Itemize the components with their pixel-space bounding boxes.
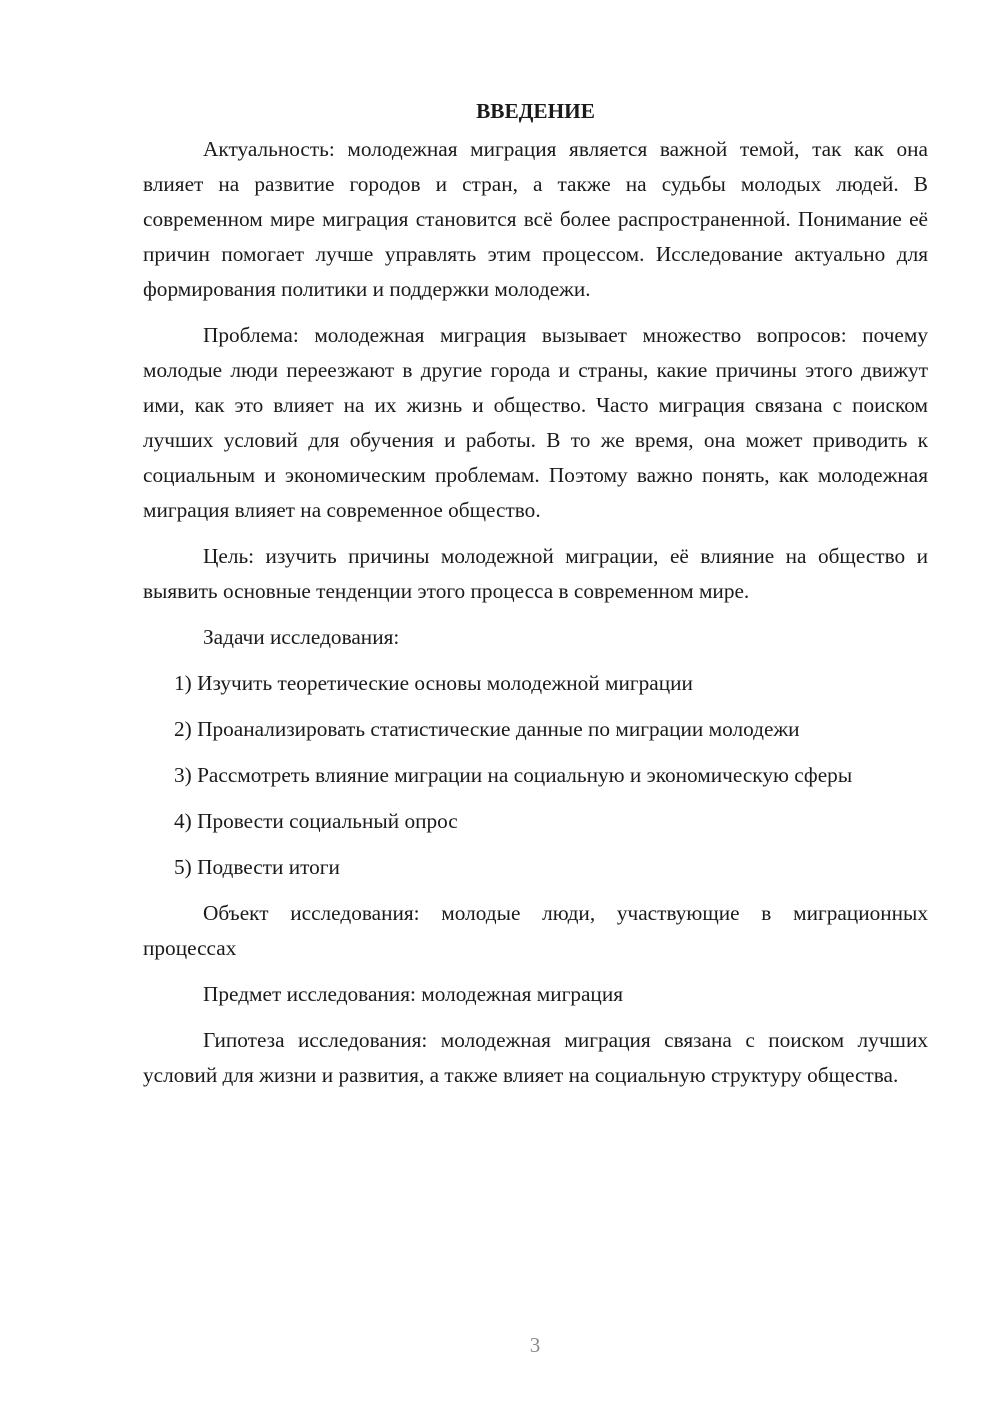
tasks-list bbox=[143, 666, 928, 885]
page-number: 3 bbox=[529, 1333, 541, 1357]
tasks-heading: Задачи исследования: bbox=[203, 625, 400, 649]
list-item: 2) Проанализировать статистические данные по миграции молодежи bbox=[174, 717, 800, 741]
paragraph-hypothesis: Гипотеза исследования: молодежная миграция связана с поиском лучших условий для жизни и развития, а также влияет на социальную структуру общества. bbox=[143, 1028, 928, 1087]
paragraph-object: Объект исследования: молодые люди, участвующие в миграционных процессах bbox=[143, 901, 928, 960]
list-item: 5) Подвести итоги bbox=[174, 855, 340, 879]
paragraph-subject: Предмет исследования: молодежная миграция bbox=[203, 982, 624, 1006]
list-item: 1) Изучить теоретические основы молодежной миграции bbox=[174, 671, 693, 695]
list-item: 4) Провести социальный опрос bbox=[174, 809, 458, 833]
list-item: 3) Рассмотреть влияние миграции на социальную и экономическую сферы bbox=[174, 763, 853, 787]
document-body bbox=[143, 96, 928, 1104]
page-title: ВВЕДЕНИЕ bbox=[476, 99, 595, 123]
paragraph-relevance: Актуальность: молодежная миграция является важной темой, так как она влияет на развитие городов и стран, а также на судьбы молодых людей. В современном мире миграция становится всё более распространенной. Понимание её причин помогает лучше управлять этим процессом. Исследование актуально для формирования политики и поддержки молодежи. bbox=[143, 137, 928, 301]
paragraph-goal: Цель: изучить причины молодежной миграции, её влияние на общество и выявить основные тенденции этого процесса в современном мире. bbox=[143, 544, 928, 603]
paragraph-problem: Проблема: молодежная миграция вызывает множество вопросов: почему молодые люди переезжают в другие города и страны, какие причины этого движут ими, как это влияет на их жизнь и общество. Часто миграция связана с поиском лучших условий для обучения и работы. В то же время, она может приводить к социальным и экономическим проблемам. Поэтому важно понять, как молодежная миграция влияет на современное общество. bbox=[143, 323, 928, 522]
